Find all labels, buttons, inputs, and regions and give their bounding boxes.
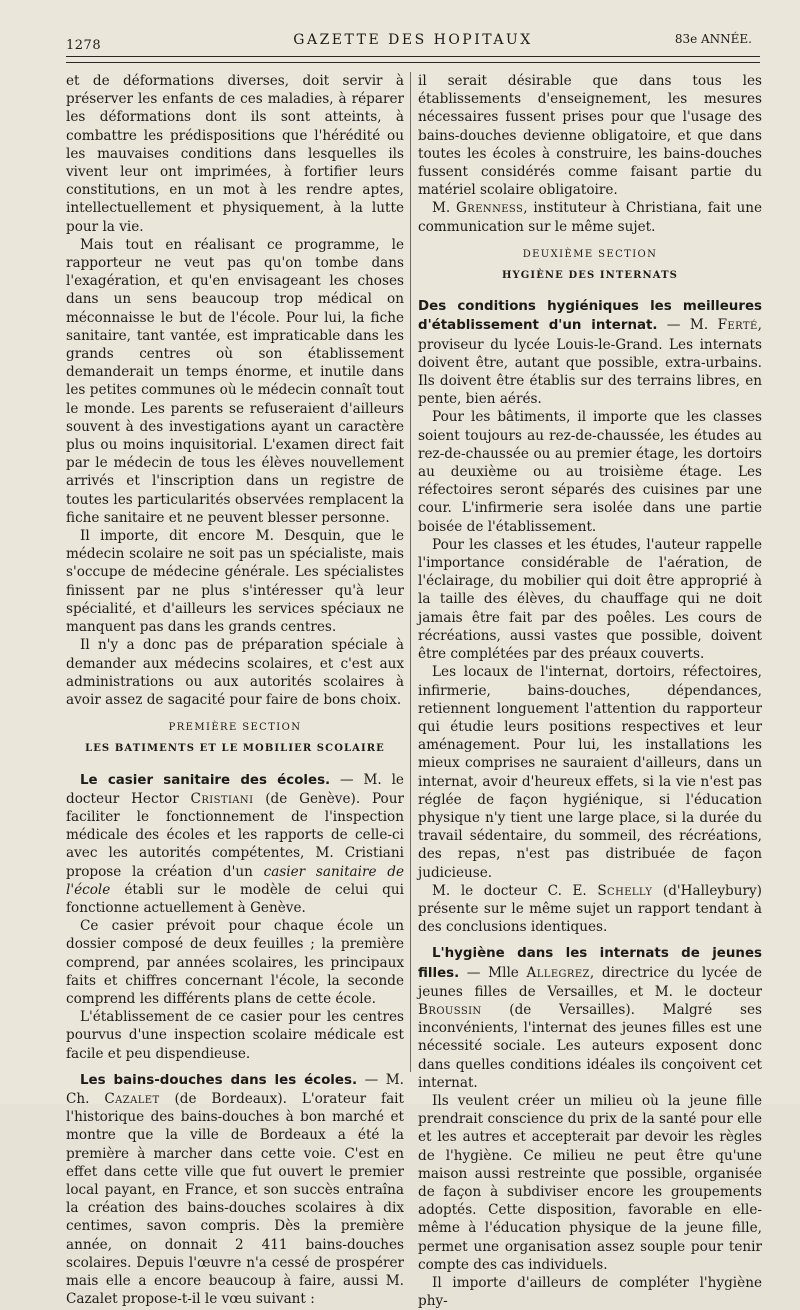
run-in-title: Les bains-douches dans les écoles. xyxy=(80,1072,358,1088)
author-name: Cazalet xyxy=(104,1090,160,1107)
author-name: Schelly xyxy=(597,882,653,899)
section-kicker: PREMIÈRE SECTION xyxy=(168,722,302,734)
year-label: 83e ANNÉE. xyxy=(674,32,752,46)
left-column xyxy=(66,72,404,1308)
conditions-paragraph xyxy=(418,297,762,408)
text-run: , proviseur du lycée Louis-le-Grand. Les internats doivent être, autant que possible, extra-urbains. Ils doivent être établis sur des terrains libres, en pente, bien aérés. xyxy=(418,317,762,408)
section-heading: HYGIÈNE DES INTERNATS xyxy=(502,270,678,282)
text-run: (de Versailles). Malgré ses inconvénients, l'internat des jeunes filles est une nécessité sociale. Les auteurs exposent donc dans quelles conditions idéales ils conçoivent cet internat. xyxy=(418,1001,762,1091)
run-in-title: L'hygiène dans les internats de jeunes filles. xyxy=(418,946,762,981)
author-name: Allegrez xyxy=(526,964,590,981)
author-name: Grenness xyxy=(456,200,524,217)
paragraph: Il importe, dit encore M. Desquin, que le médecin scolaire ne soit pas un spécialiste, mais s'occupe de médecine générale. Les spécialistes finissent par ne plus s'intéresser qu'à leur spécialité, et d'ailleurs les services spéciaux ne manquent pas dans les grands centres. xyxy=(66,528,404,636)
casier-paragraph xyxy=(66,771,404,918)
text-run: — M. xyxy=(657,317,718,334)
text-run: — M. le docteur Hector xyxy=(66,771,404,807)
section-heading: LES BATIMENTS ET LE MOBILIER SCOLAIRE xyxy=(85,743,385,755)
paragraph: il serait désirable que dans tous les établissements d'enseignement, les mesures nécessaires fussent prises pour que l'usage des bains-douches devienne obligatoire, et que dans toutes les écoles à construire, les bains-douches fussent considérés comme faisant partie du matériel scolaire obligatoire. xyxy=(418,73,762,199)
text-run: , directrice du lycée de jeunes filles de Versailles, et M. le docteur xyxy=(418,964,762,1000)
paragraph: Ils veulent créer un milieu où la jeune fille prendrait conscience du prix de la santé pour elle et les autres et accepterait par devoir les règles de l'hygiène. Ce milieu ne peut être qu'une maison aussi restreinte que possible, organisée de façon à subdiviser encore les groupements adoptés. Cette disposition, favorable en elle-même à l'éducation physique de la jeune fille, permet une organisation assez souple pour tenir compte des cas individuels. xyxy=(418,1092,762,1273)
text-run: (d'Halleybury) présente sur le même sujet un rapport tendant à des conclusions identiques. xyxy=(418,882,762,936)
paragraph: Mais tout en réalisant ce programme, le rapporteur ne veut pas qu'on tombe dans l'exagération, et qu'en envisageant les choses dans un sens beaucoup trop médical on méconnaisse le but de l'école. Pour lui, la fiche sanitaire, tant vantée, est impraticable dans les grands centres où son établissement demanderait un temps énorme, et inutile dans les petites communes où le médecin connaît tout le monde. Les parents se refuseraient d'ailleurs souvent à des investigations ayant un caractère plus ou moins inquisitorial. L'examen direct fait par le médecin de tous les élèves nouvellement arrivés et l'inscription dans un registre de toutes les particularités observées remplacent la fiche sanitaire et ne peuvent blesser personne. xyxy=(66,236,404,526)
text-run: (de Bordeaux). L'orateur fait l'historique des bains-douches à bon marché et montre que la ville de Bordeaux a été la première à marcher dans cette voie. C'est en effet dans cette ville que fut ouvert le premier local payant, en France, et son succès entraîna la création des bains-douches scolaires à dix centimes, savon compris. Dès la première année, on donnait 2 411 bains-douches scolaires. Depuis l'œuvre n'a cessé de prospérer mais elle a encore beaucoup à faire, aussi M. Cazalet propose-t-il le vœu suivant : xyxy=(66,1090,404,1308)
paragraph: Pour les classes et les études, l'auteur rappelle l'importance considérable de l'aération, de l'éclairage, du mobilier qui doit être approprié à la taille des élèves, du chauffage qui ne doit jamais être fait par des poêles. Les cours de récréations, aussi vastes que possible, doivent être complétées par des préaux couverts. xyxy=(418,536,762,663)
text-run: — Mlle xyxy=(459,964,527,981)
run-in-title: Des conditions hygiéniques les meilleures d'établissement d'un internat. xyxy=(418,299,762,334)
author-name: Ferté xyxy=(717,317,758,334)
paragraph: Les locaux de l'internat, dortoirs, réfectoires, infirmerie, bains-douches, dépendances, retiennent longuement l'attention du rapporteur qui étudie leurs positions respectives et leur aménagement. Pour lui, les installations les mieux comprises ne sauraient d'ailleurs, dans un internat, avoir d'heureux effets, si la vie n'est pas réglée de façon hygiénique, si l'éducation physique n'y tient une large place, si la durée du travail sédentaire, du sommeil, des récréations, des repas, n'est pas distribuée de façon judicieuse. xyxy=(418,664,762,881)
right-column xyxy=(418,72,762,1310)
run-in-title: Le casier sanitaire des écoles. xyxy=(80,772,331,788)
section-kicker: DEUXIÈME SECTION xyxy=(522,248,658,260)
schelly-paragraph xyxy=(418,882,762,937)
text-run: (de Genève). Pour faciliter le fonctionnement de l'inspection médicale des écoles et les rapports de celle-ci avec les autorités compétentes, M. Cristiani propose la création d'un xyxy=(66,790,404,880)
paragraph: Ce casier prévoit pour chaque école un dossier composé de deux feuilles ; la première comprend, par années scolaires, les principaux faits et chiffres concernant l'école, la seconde comprend les différents plans de cette école. xyxy=(66,918,404,1007)
text-run: M. xyxy=(432,200,457,217)
grenness-paragraph xyxy=(418,199,762,235)
bains-paragraph xyxy=(66,1071,404,1309)
text-run: M. le docteur C. E. xyxy=(432,882,598,899)
paragraph: Il n'y a donc pas de préparation spéciale à demander aux médecins scolaires, et c'est aux administrations ou aux autorités scolaires à avoir assez de sagacité pour faire de bons choix. xyxy=(66,637,404,708)
text-run: établi sur le modèle de celui qui fonctionne actuellement à Genève. xyxy=(66,881,404,916)
paragraph: et de déformations diverses, doit servir à préserver les enfants de ces maladies, à réparer les déformations dont ils sont atteints, à combattre les prédispositions que l'hérédité ou les mauvaises conditions dans lesquelles ils vivent leur ont imprimées, à fortifier leurs constitutions, en un mot à les rendre aptes, intellectuellement et physiquement, à la lutte pour la vie. xyxy=(66,73,404,235)
text-run: — M. Ch. xyxy=(66,1071,404,1107)
filles-paragraph xyxy=(418,944,762,1092)
emphasis: casier sanitaire de l'école xyxy=(66,863,404,898)
journal-title: GAZETTE DES HOPITAUX xyxy=(293,32,533,48)
paragraph: Pour les bâtiments, il importe que les classes soient toujours au rez-de-chaussée, les études au rez-de-chaussée ou au premier étage, les dortoirs au deuxième ou au troisième étage. Les réfectoires seront séparés des cuisines par une cour. L'infirmerie sera isolée dans une partie boisée de l'établissement. xyxy=(418,409,762,535)
author-name: Broussin xyxy=(418,1001,482,1018)
header-rule xyxy=(66,56,760,63)
paragraph: L'établissement de ce casier pour les centres pourvus d'une inspection scolaire médicale est facile et peu dispendieuse. xyxy=(66,1009,404,1062)
page-header xyxy=(66,30,760,52)
column-divider xyxy=(410,72,411,1072)
paragraph: Il importe d'ailleurs de compléter l'hygiène phy- xyxy=(418,1275,762,1310)
author-name: Cristiani xyxy=(190,790,254,807)
page-number: 1278 xyxy=(66,38,102,53)
text-run: , instituteur à Christiana, fait une communication sur le même sujet. xyxy=(418,200,763,235)
